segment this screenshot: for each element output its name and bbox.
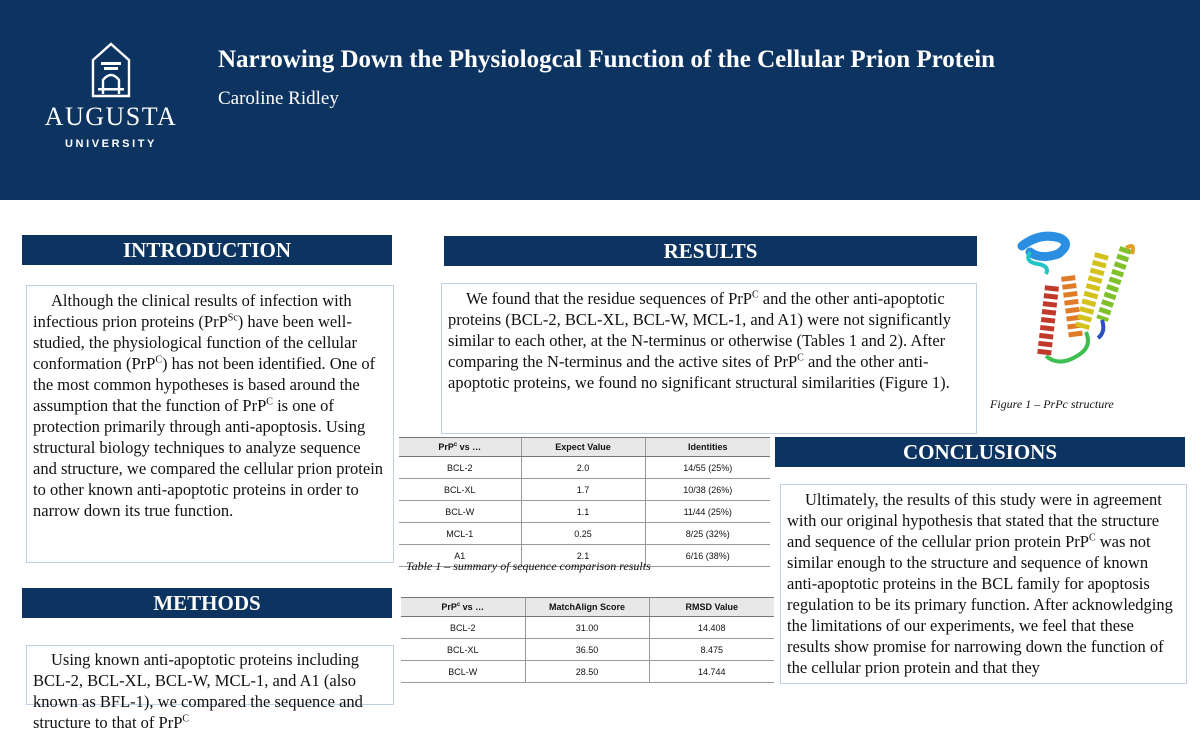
loop-blue-segment bbox=[1098, 320, 1103, 338]
table-cell: 8/25 (32%) bbox=[645, 523, 770, 545]
table-cell: 6/16 (38%) bbox=[645, 545, 770, 567]
table-cell: 28.50 bbox=[525, 661, 649, 683]
table-cell: 1.1 bbox=[521, 501, 645, 523]
prpc-structure-figure bbox=[1010, 228, 1150, 378]
table-cell: BCL-2 bbox=[399, 457, 521, 479]
table-cell: BCL-W bbox=[401, 661, 525, 683]
logo-subtitle: UNIVERSITY bbox=[64, 138, 157, 150]
table-cell: 14.408 bbox=[649, 617, 774, 639]
table-header-row bbox=[399, 438, 770, 457]
table-cell: BCL-XL bbox=[401, 639, 525, 661]
table-cell: 11/44 (25%) bbox=[645, 501, 770, 523]
table-cell: BCL-XL bbox=[399, 479, 521, 501]
table-cell: 1.7 bbox=[521, 479, 645, 501]
column-header: MatchAlign Score bbox=[525, 598, 649, 617]
table-cell: BCL-W bbox=[399, 501, 521, 523]
table-cell: 36.50 bbox=[525, 639, 649, 661]
helix-red-segment bbox=[1044, 286, 1052, 356]
table-cell: MCL-1 bbox=[399, 523, 521, 545]
table-cell: 14/55 (25%) bbox=[645, 457, 770, 479]
table-row bbox=[401, 661, 774, 683]
conclusions-heading: CONCLUSIONS bbox=[775, 437, 1185, 467]
introduction-heading: INTRODUCTION bbox=[22, 235, 392, 265]
methods-heading: METHODS bbox=[22, 588, 392, 618]
table-cell: 8.475 bbox=[649, 639, 774, 661]
column-header: Expect Value bbox=[521, 438, 645, 457]
methods-text: Using known anti-apoptotic proteins including BCL-2, BCL-XL, BCL-W, MCL-1, and A1 (also known as BFL-1), we compared the sequence and structure to that of PrP$^C$ bbox=[26, 645, 394, 705]
table-cell: 2.1 bbox=[521, 545, 645, 567]
column-header: Identities bbox=[645, 438, 770, 457]
table-row bbox=[399, 457, 770, 479]
table-cell: BCL-2 bbox=[401, 617, 525, 639]
results-text: We found that the residue sequences of PrP$^C$ and the other anti-apoptotic proteins (BCL-2, BCL-XL, BCL-W, MCL-1, and A1) were not significantly similar to each other, at the N-terminus or otherwise (Tables 1 and 2). After comparing the N-terminus and the active sites of PrP$^C$ and the other anti-apoptotic proteins, we found no significant structural similarities (Figure 1). bbox=[441, 283, 977, 434]
table-row bbox=[399, 523, 770, 545]
table-cell: 31.00 bbox=[525, 617, 649, 639]
figure1-caption: Figure 1 – PrPc structure bbox=[990, 397, 1114, 411]
table1-caption: Table 1 – summary of sequence comparison results bbox=[406, 559, 651, 573]
poster-title: Narrowing Down the Physiologcal Function of the Cellular Prion Protein bbox=[218, 46, 996, 73]
column-header: PrP$^c$ vs … bbox=[401, 598, 525, 617]
table-cell: 14.744 bbox=[649, 661, 774, 683]
helix-orange-segment bbox=[1068, 276, 1076, 338]
tower-emblem-icon bbox=[89, 42, 133, 98]
column-header: PrP$^c$ vs … bbox=[399, 438, 521, 457]
logo-name: AUGUSTA bbox=[44, 102, 178, 131]
table-row bbox=[401, 639, 774, 661]
table-cell: 0.25 bbox=[521, 523, 645, 545]
column-header: RMSD Value bbox=[649, 598, 774, 617]
table-row bbox=[401, 617, 774, 639]
poster-header bbox=[0, 0, 1200, 200]
table-cell: A1 bbox=[399, 545, 521, 567]
results-heading: RESULTS bbox=[444, 236, 977, 266]
table-row bbox=[399, 501, 770, 523]
structure-comparison-table bbox=[401, 597, 774, 683]
table-header-row bbox=[401, 598, 774, 617]
sequence-comparison-table bbox=[399, 437, 770, 567]
conclusions-text: Ultimately, the results of this study were in agreement with our original hypothesis that stated that the structure and sequence of the cellular prion protein PrP$^C$ was not similar enough to the structure and sequence of known anti-apoptotic proteins in the BCL family for apoptosis regulation to be its primary function. After acknowledging the limitations of our experiments, we feel that these results show promise for narrowing down the function of the cellular prion protein and that they bbox=[780, 484, 1187, 684]
table-cell: 2.0 bbox=[521, 457, 645, 479]
table-row bbox=[399, 479, 770, 501]
table-cell: 10/38 (26%) bbox=[645, 479, 770, 501]
augusta-university-logo bbox=[36, 42, 186, 150]
introduction-text: Although the clinical results of infection with infectious prion proteins (PrP$^{Sc}$) have been well-studied, the physiological function of the cellular conformation (PrP$^C$) has not been identified. One of the most common hypotheses is based around the assumption that the function of PrP$^C$ is one of protection primarily through anti-apoptosis. Using structural biology techniques to analyze sequence and structure, we compared the cellular prion protein to other known anti-apoptotic proteins in order to narrow down its true function. bbox=[26, 285, 394, 563]
author-name: Caroline Ridley bbox=[218, 88, 339, 109]
